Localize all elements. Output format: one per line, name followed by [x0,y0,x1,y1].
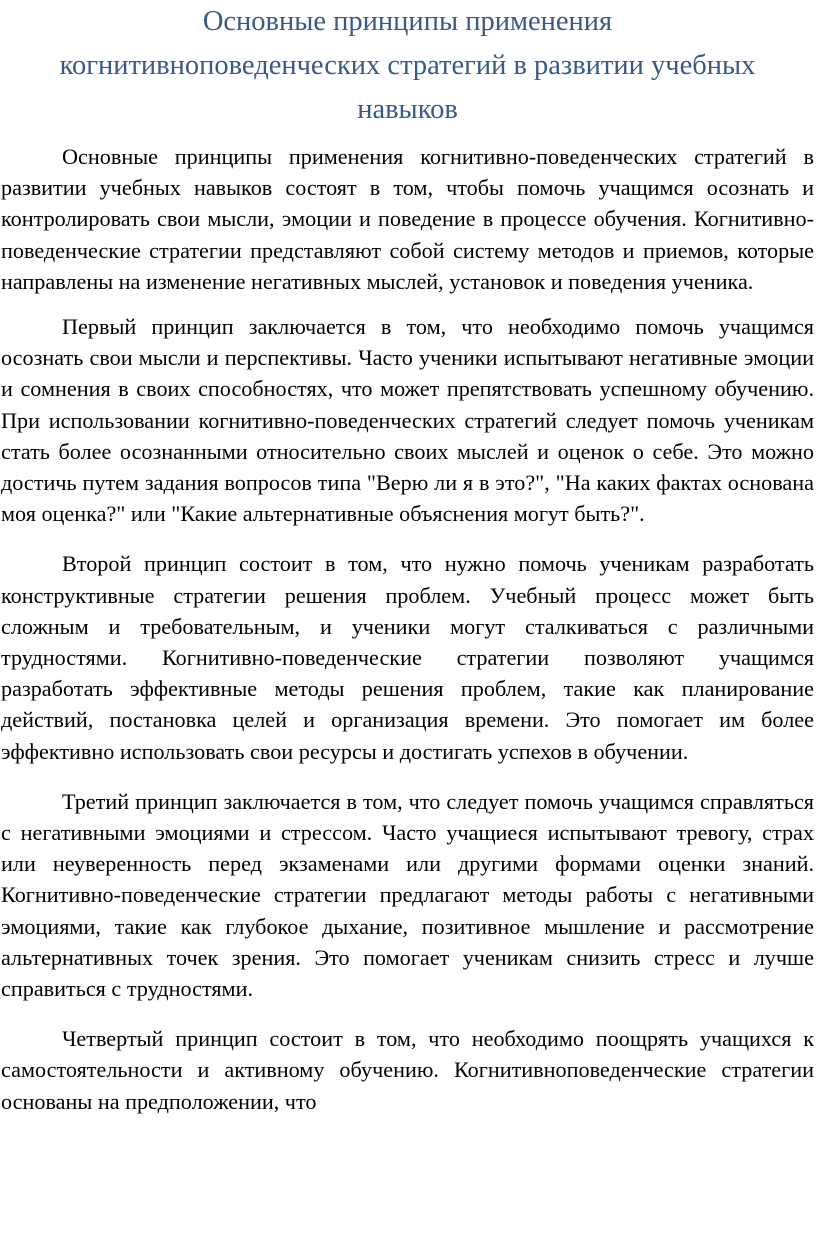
title-line: Основные принципы применения [202,6,613,37]
paragraph-first-principle: Первый принцип заключается в том, что необходимо помочь учащимся осознать свои мысли и перспективы. Часто ученики испытывают негативные эмоции и сомнения в своих способностях, что может препятствовать успешному обучению. При использовании когнитивно-поведенческих стратегий следует помочь ученикам стать более осознанными относительно своих мыслей и оценок о себе. Это можно достичь путем задания вопросов типа "Верю ли я в это?", "На каких фактах основана моя оценка?" или "Какие альтернативные объяснения могут быть?". [1,314,814,527]
paragraph-intro: Основные принципы применения когнитивно-поведенческих стратегий в развитии учебных навыков состоят в том, чтобы помочь учащимся осознать и контролировать свои мысли, эмоции и поведение в процессе обучения. Когнитивно-поведенческие стратегии представляют собой систему методов и приемов, которые направлены на изменение негативных мыслей, установок и поведения ученика. [1,144,814,294]
document-title [1,0,814,132]
title-line: когнитивноповеденческих стратегий в развитии учебных [59,50,756,81]
paragraph-second-principle: Второй принцип состоит в том, что нужно помочь ученикам разработать конструктивные стратегии решения проблем. Учебный процесс может быть сложным и требовательным, и ученики могут сталкиваться с различными трудностями. Когнитивно-поведенческие стратегии позволяют учащимся разработать эффективные методы решения проблем, такие как планирование действий, постановка целей и организация времени. Это помогает им более эффективно использовать свои ресурсы и достигать успехов в обучении. [1,551,814,764]
paragraph-fourth-principle: Четвертый принцип состоит в том, что необходимо поощрять учащихся к самостоятельности и активному обучению. Когнитивноповеденческие стратегии основаны на предположении, что [1,1026,814,1114]
title-line: навыков [357,94,458,125]
paragraph-third-principle: Третий принцип заключается в том, что следует помочь учащимся справляться с негативными эмоциями и стрессом. Часто учащиеся испытывают тревогу, страх или неуверенность перед экзаменами или другими формами оценки знаний. Когнитивно-поведенческие стратегии предлагают методы работы с негативными эмоциями, такие как глубокое дыхание, позитивное мышление и рассмотрение альтернативных точек зрения. Это помогает ученикам снизить стресс и лучше справиться с трудностями. [1,788,814,1002]
